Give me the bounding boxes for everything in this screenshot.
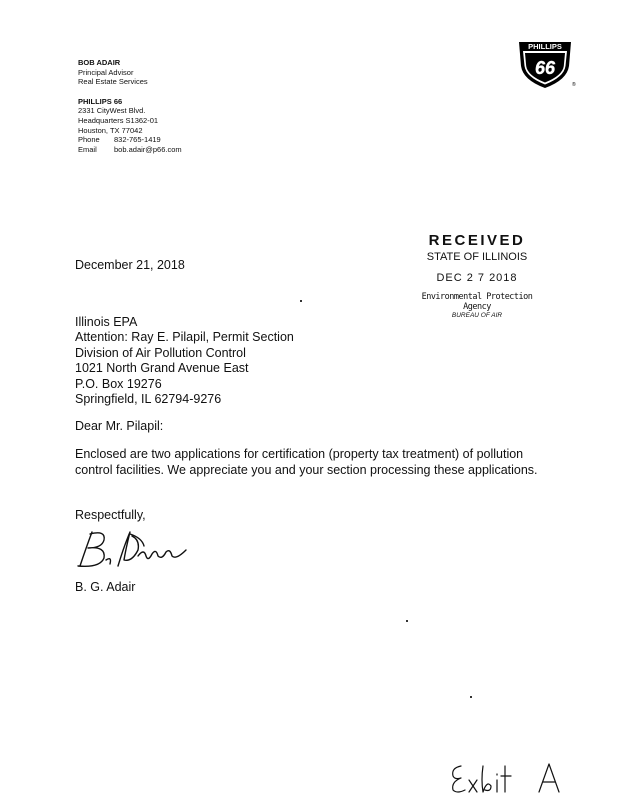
email-label: Email <box>78 144 97 154</box>
sender-dept: Real Estate Services <box>78 77 148 87</box>
stamp-received: RECEIVED <box>428 232 526 249</box>
address-line: Division of Air Pollution Control <box>75 345 246 360</box>
received-stamp <box>408 232 546 319</box>
sender-block <box>78 58 182 154</box>
scan-speck <box>406 620 408 622</box>
letter-body: Enclosed are two applications for certification (property tax treatment) of pollution control facilities. We appreciate you and your section processing these applications. <box>75 447 538 477</box>
recipient-address <box>75 315 294 407</box>
stamp-agency: Environmental Protection Agency <box>421 292 533 312</box>
sender-title: Principal Advisor <box>78 67 134 77</box>
stamp-bureau: BUREAU OF AIR <box>451 312 503 319</box>
logo-top-text: PHILLIPS <box>528 42 562 51</box>
address-line: P.O. Box 19276 <box>75 376 162 391</box>
stamp-state: STATE OF ILLINOIS <box>426 251 528 263</box>
handwritten-signature <box>72 526 194 574</box>
address-line: Illinois EPA <box>75 315 138 329</box>
salutation: Dear Mr. Pilapil: <box>75 419 164 433</box>
closing: Respectfully, <box>75 508 146 522</box>
logo-number: 66 <box>534 58 556 78</box>
sender-company: PHILLIPS 66 <box>78 96 123 106</box>
sender-address-3: Houston, TX 77042 <box>78 125 143 135</box>
phillips-66-logo <box>514 36 576 90</box>
logo-registered-mark: ® <box>572 82 576 88</box>
phone-value: 832-765-1419 <box>114 135 161 145</box>
handwritten-exhibit-label <box>447 758 587 798</box>
address-line: Springfield, IL 62794-9276 <box>75 392 222 407</box>
sender-email-row <box>78 145 182 155</box>
phone-label: Phone <box>78 135 100 145</box>
sender-address-2: Headquarters S1362-01 <box>78 115 159 125</box>
email-value: bob.adair@p66.com <box>114 144 182 154</box>
stamp-date: DEC 2 7 2018 <box>436 272 518 284</box>
sender-phone-row <box>78 135 182 145</box>
sender-address-1: 2331 CityWest Blvd. <box>78 106 146 116</box>
address-line: 1021 North Grand Avenue East <box>75 361 249 376</box>
printed-name: B. G. Adair <box>75 580 136 594</box>
scan-speck <box>470 696 472 698</box>
scan-speck <box>300 300 302 302</box>
address-line: Attention: Ray E. Pilapil, Permit Section <box>75 330 294 345</box>
letter-date: December 21, 2018 <box>75 258 185 272</box>
sender-name: BOB ADAIR <box>78 58 121 67</box>
